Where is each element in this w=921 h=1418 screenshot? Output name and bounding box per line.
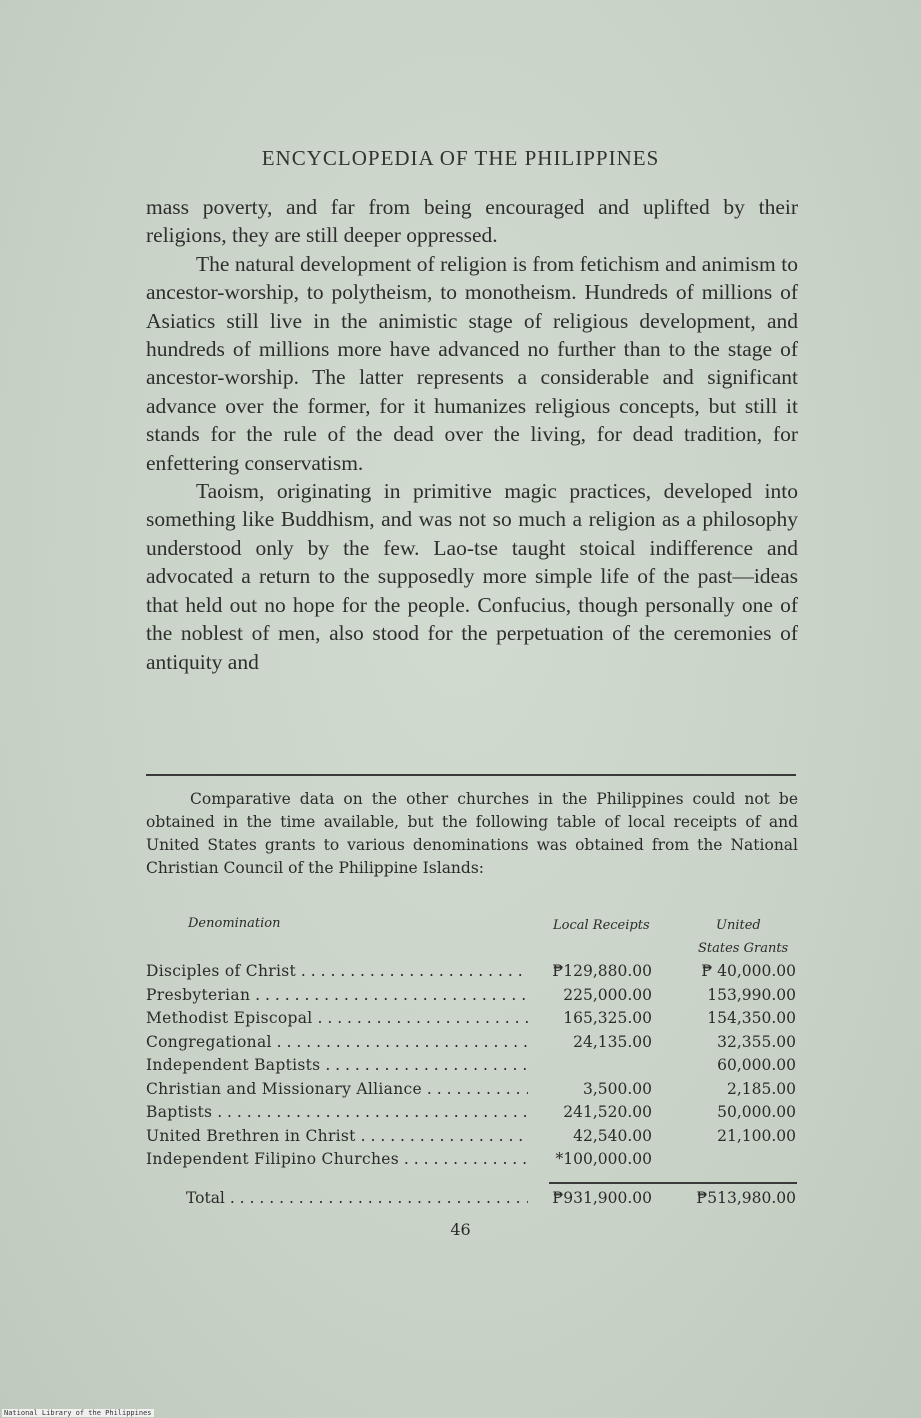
table-row xyxy=(146,1078,800,1102)
running-head: ENCYCLOPEDIA OF THE PHILIPPINES xyxy=(261,146,660,170)
page-number: 46 xyxy=(450,1220,471,1239)
footnote-rule xyxy=(146,774,796,776)
row-local: ₱129,880.00 xyxy=(552,962,652,980)
table-row xyxy=(146,1125,800,1149)
row-name: Independent Baptists . . . xyxy=(146,1054,528,1078)
row-name: Baptists . . . xyxy=(146,1101,528,1125)
row-name: Congregational . . . xyxy=(146,1031,528,1055)
row-local: 225,000.00 xyxy=(563,985,652,1004)
table-row xyxy=(146,960,800,984)
table-row xyxy=(146,1148,800,1172)
table-row xyxy=(146,984,800,1008)
header-denomination: Denomination xyxy=(188,916,281,931)
total-local: ₱931,900.00 xyxy=(552,1189,652,1207)
row-us: 21,100.00 xyxy=(717,1126,796,1145)
library-watermark: National Library of the Philippines xyxy=(4,1409,152,1417)
row-us: ₱ 40,000.00 xyxy=(701,962,796,980)
row-name: Independent Filipino Churches . . . xyxy=(146,1148,528,1172)
paragraph-1: mass poverty, and far from being encouraged and uplifted by their religions, they are still deeper oppressed. xyxy=(146,195,798,248)
total-row xyxy=(146,1185,800,1211)
header-us-grants xyxy=(698,914,808,960)
row-us: 32,355.00 xyxy=(717,1032,796,1051)
row-name: Presbyterian . . . xyxy=(146,984,528,1008)
body-text xyxy=(146,193,798,676)
footnote xyxy=(146,788,798,880)
table-row xyxy=(146,1054,800,1078)
paragraph-3: Taoism, originating in primitive magic practices, developed into something like Buddhism, and was not so much a religion as a philosophy understood only by the few. Lao-tse taught stoical indifference and advocated a return to the supposedly more simple life of the past—ideas that held out no hope for the people. Confucius, though personally one of the noblest of men, also stood for the perpetuation of the ceremonies of antiquity and xyxy=(146,479,798,674)
row-us: 153,990.00 xyxy=(707,985,796,1004)
row-name: Christian and Missionary Alliance . . . xyxy=(146,1078,528,1102)
row-local: 165,325.00 xyxy=(563,1009,652,1027)
table-row xyxy=(146,1007,800,1031)
footnote-text: Comparative data on the other churches in the Philippines could not be obtained in the time available, but the following table of local receipts of and United States grants to various denominations was obtained from the National Christian Council of the Philippine Islands: xyxy=(146,790,798,877)
header-us-grants-line2: States Grants xyxy=(698,941,789,956)
table-row xyxy=(146,1031,800,1055)
row-name: Methodist Episcopal . . . xyxy=(146,1007,528,1031)
header-local-receipts: Local Receipts xyxy=(553,918,650,933)
row-name: Disciples of Christ . . . xyxy=(146,960,528,984)
total-rule xyxy=(549,1182,797,1184)
total-us: ₱513,980.00 xyxy=(696,1189,796,1207)
row-local: 241,520.00 xyxy=(563,1103,652,1121)
row-local: 24,135.00 xyxy=(573,1032,652,1051)
row-us: 154,350.00 xyxy=(707,1009,796,1027)
paragraph-2: The natural development of religion is from fetichism and animism to ancestor-worship, to polytheism, to monotheism. Hundreds of millions of Asiatics still live in the animistic stage of religious development, and hundreds of millions more have advanced no further than to the stage of ancestor-worship. The latter represents a considerable and significant advance over the former, for it humanizes religious concepts, but still it stands for the rule of the dead over the living, for dead tradition, for enfettering conservatism. xyxy=(146,251,798,475)
table-header xyxy=(146,912,800,960)
row-local: 3,500.00 xyxy=(582,1079,652,1098)
row-local: 42,540.00 xyxy=(573,1126,652,1145)
row-us: 2,185.00 xyxy=(726,1079,796,1098)
denomination-table xyxy=(146,912,800,1207)
row-us: 50,000.00 xyxy=(717,1103,796,1121)
total-label: Total . . . xyxy=(186,1185,528,1211)
row-local: *100,000.00 xyxy=(555,1150,652,1168)
header-us-grants-line1: United xyxy=(716,918,761,933)
table-row xyxy=(146,1101,800,1125)
row-us: 60,000.00 xyxy=(717,1056,796,1074)
row-name: United Brethren in Christ . . . xyxy=(146,1125,528,1149)
